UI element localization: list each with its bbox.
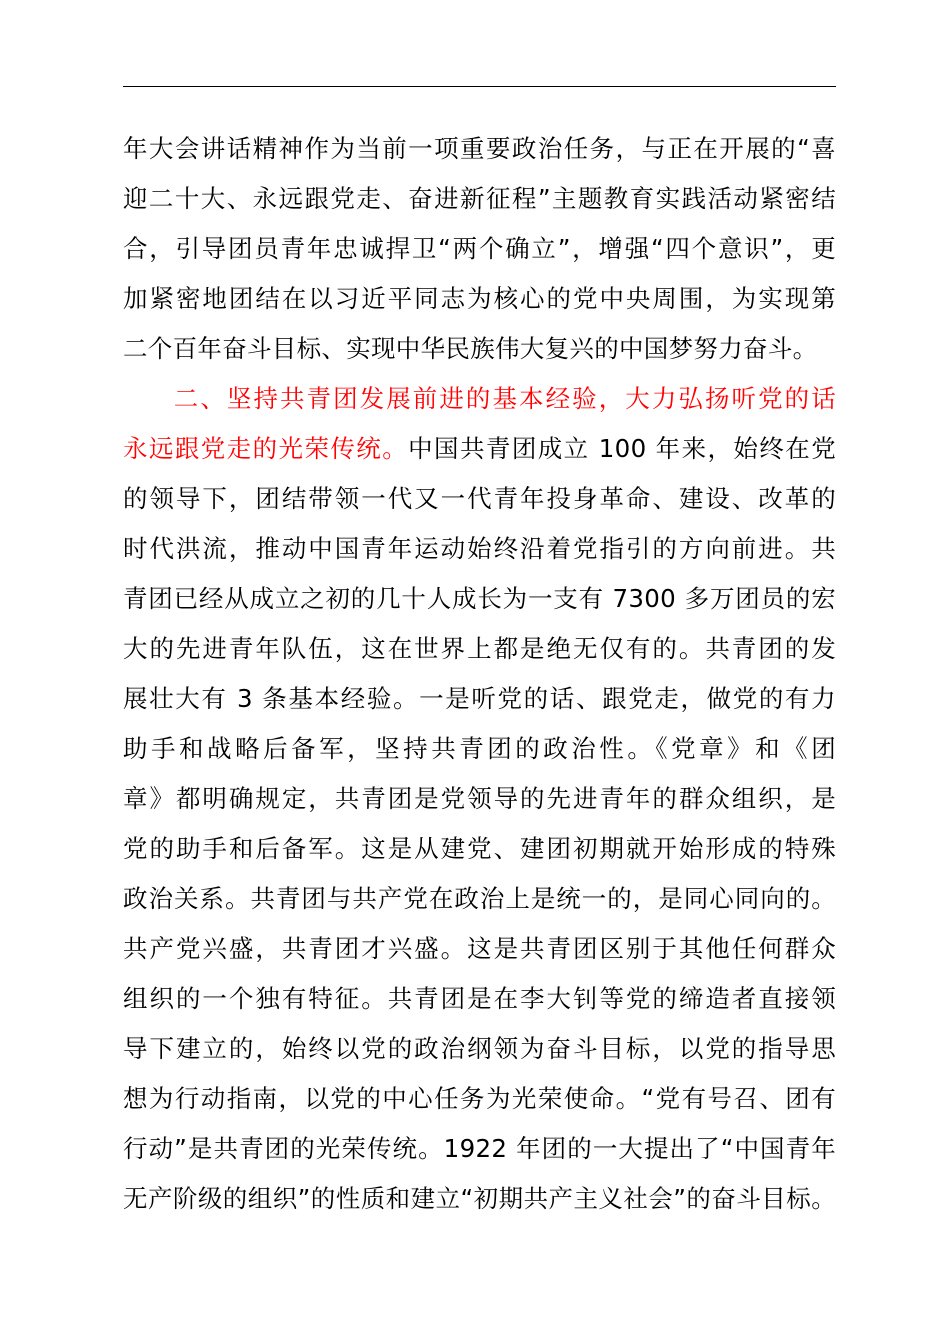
body-line: 助手和战略后备军，坚持共青团的政治性。《党章》和《团 xyxy=(123,734,836,763)
body-line: 导下建立的，始终以党的政治纲领为奋斗目标，以党的指导思 xyxy=(123,1034,836,1063)
body-text: 中国共青团成立 100 年来，始终在党 xyxy=(408,434,836,463)
section-heading: 二、坚持共青团发展前进的基本经验，大力弘扬听党的话 xyxy=(172,384,836,413)
body-line: 行动”是共青团的光荣传统。1922 年团的一大提出了“中国青年 xyxy=(123,1134,836,1163)
body-line: 组织的一个独有特征。共青团是在李大钊等党的缔造者直接领 xyxy=(123,984,836,1013)
body-line: 迎二十大、永远跟党走、奋进新征程”主题教育实践活动紧密结 xyxy=(123,184,836,213)
body-line: 青团已经从成立之初的几十人成长为一支有 7300 多万团员的宏 xyxy=(123,584,836,613)
body-line: 合，引导团员青年忠诚捍卫“两个确立”，增强“四个意识”，更 xyxy=(123,234,836,263)
body-line: 年大会讲话精神作为当前一项重要政治任务，与正在开展的“喜 xyxy=(123,134,836,163)
body-line: 无产阶级的组织”的性质和建立“初期共产主义社会”的奋斗目标。 xyxy=(123,1184,836,1213)
header-rule xyxy=(123,86,836,87)
body-line: 时代洪流，推动中国青年运动始终沿着党指引的方向前进。共 xyxy=(123,534,836,563)
body-line: 大的先进青年队伍，这在世界上都是绝无仅有的。共青团的发 xyxy=(123,634,836,663)
body-line: 的领导下，团结带领一代又一代青年投身革命、建设、改革的 xyxy=(123,484,836,513)
body-line: 想为行动指南，以党的中心任务为光荣使命。“党有号召、团有 xyxy=(123,1084,836,1113)
body-line: 政治关系。共青团与共产党在政治上是统一的，是同心同向的。 xyxy=(123,884,836,913)
body-line: 加紧密地团结在以习近平同志为核心的党中央周围，为实现第 xyxy=(123,284,836,313)
body-line: 章》都明确规定，共青团是党领导的先进青年的群众组织，是 xyxy=(123,784,836,813)
section-heading-continued: 永远跟党走的光荣传统。 xyxy=(123,434,409,463)
body-line: 党的助手和后备军。这是从建党、建团初期就开始形成的特殊 xyxy=(123,834,836,863)
body-line: 展壮大有 3 条基本经验。一是听党的话、跟党走，做党的有力 xyxy=(123,684,836,713)
body-line xyxy=(123,424,836,474)
document-body xyxy=(123,124,836,1224)
body-line: 二个百年奋斗目标、实现中华民族伟大复兴的中国梦努力奋斗。 xyxy=(123,334,818,363)
body-line: 共产党兴盛，共青团才兴盛。这是共青团区别于其他任何群众 xyxy=(123,934,836,963)
section-heading-line xyxy=(123,374,836,424)
